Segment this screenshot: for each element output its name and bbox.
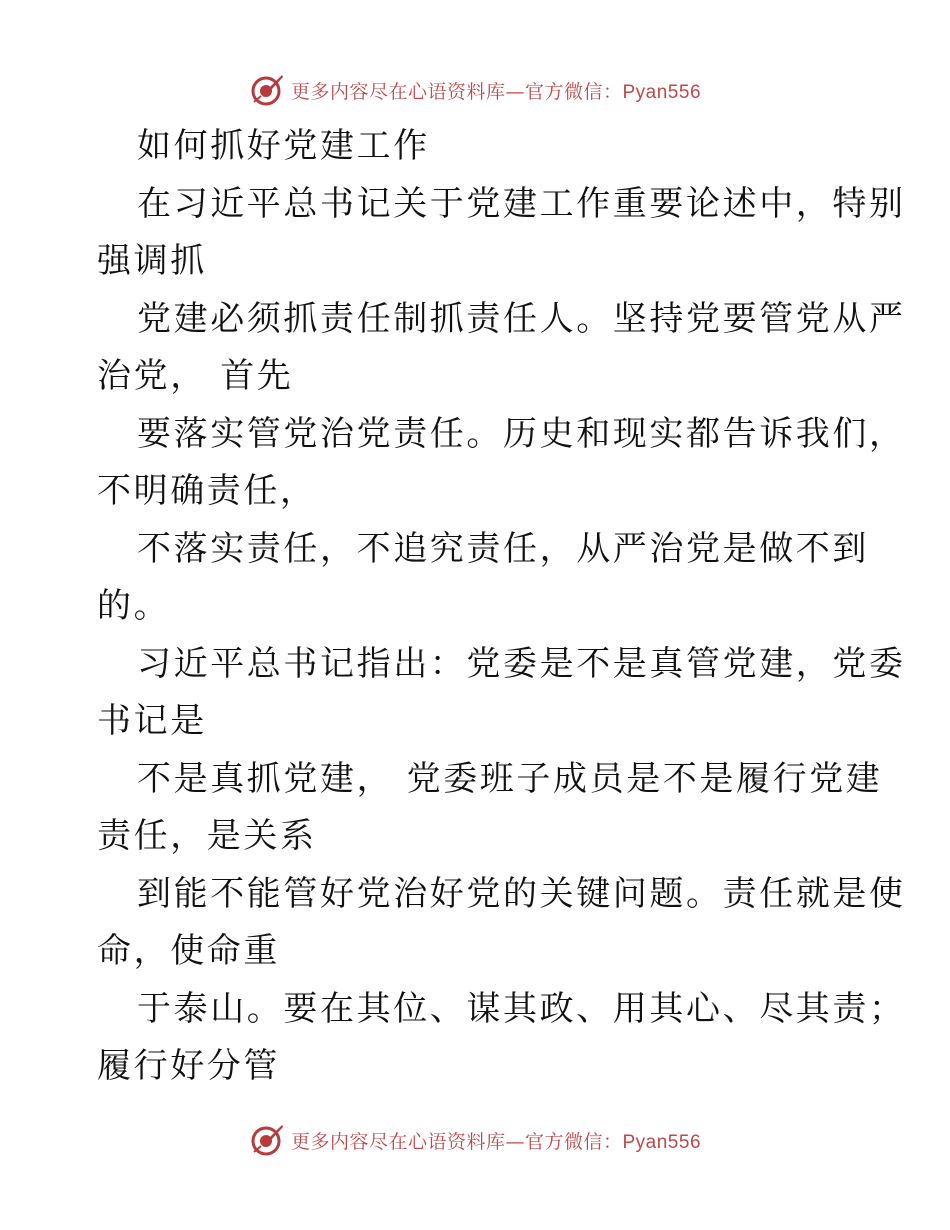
watermark-text: 更多内容尽在心语资料库—官方微信：Pyan556 <box>290 80 702 103</box>
wechat-id: Pyan556 <box>622 1131 702 1153</box>
text-line: 命，使命重 <box>97 931 280 971</box>
quill-seal-icon <box>249 1122 285 1158</box>
text-line: 在习近平总书记关于党建工作重要论述中，特别 <box>137 183 906 224</box>
text-line: 党建必须抓责任制抓责任人。坚持党要管党从严 <box>137 298 906 339</box>
text-line: 不明确责任， <box>97 471 317 511</box>
text-line: 到能不能管好党治好党的关键问题。责任就是使 <box>137 873 906 914</box>
text-line: 要落实管党治党责任。历史和现实都告诉我们， <box>137 413 906 454</box>
watermark-header <box>0 70 950 110</box>
text-line: 不落实责任，不追究责任，从严治党是做不到 <box>137 528 869 569</box>
text-line: 履行好分管 <box>97 1046 280 1086</box>
text-line: 强调抓 <box>97 241 207 281</box>
text-line: 于泰山。要在其位、谋其政、用其心、尽其责； <box>137 988 906 1029</box>
text-line: 不是真抓党建， 党委班子成员是不是履行党建 <box>137 758 883 799</box>
text-line: 书记是 <box>97 701 207 741</box>
watermark-text: 更多内容尽在心语资料库—官方微信：Pyan556 <box>290 1130 702 1153</box>
wechat-id: Pyan556 <box>622 81 702 103</box>
text-line: 治党， 首先 <box>97 356 294 396</box>
text-line: 的。 <box>97 586 171 626</box>
text-line: 责任，是关系 <box>97 816 317 856</box>
watermark-footer <box>0 1120 950 1160</box>
document-title: 如何抓好党建工作 <box>137 126 430 166</box>
text-line: 习近平总书记指出：党委是不是真管党建，党委 <box>137 643 906 684</box>
quill-seal-icon <box>249 72 285 108</box>
document-body <box>97 118 906 1096</box>
